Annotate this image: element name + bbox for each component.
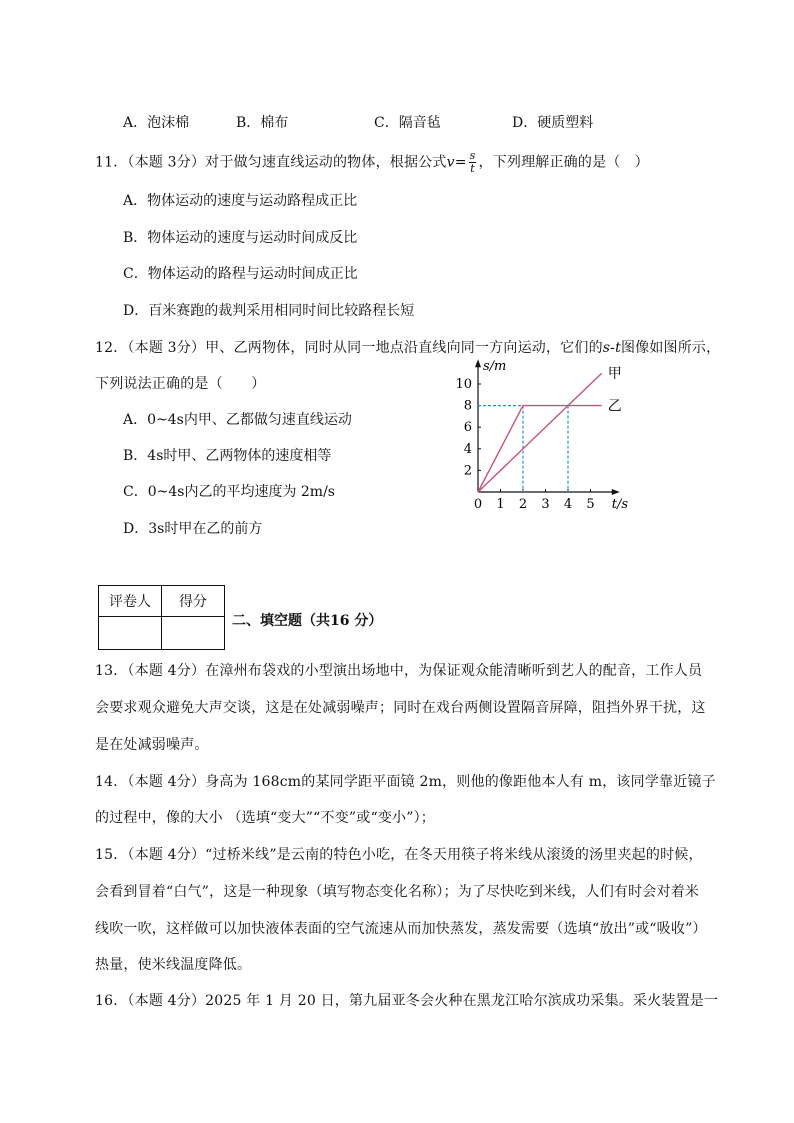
q10-option-c: C．隔音毡 (374, 115, 441, 131)
y-axis-label: s/m (483, 359, 507, 375)
y-tick-label: 10 (455, 377, 472, 392)
q11-formula-denominator: t (470, 162, 475, 175)
q10-option-d: D．硬质塑料 (512, 115, 594, 131)
q15-line-3: 线吹一吹，这样做可以加快液体表面的空气流速从而加快蒸发，蒸发需要（选填“放出”或“吸收”） (95, 921, 707, 937)
q12-option-c: C．0~4s内乙的平均速度为 2m/s (123, 484, 335, 500)
q13-line-1: 13．（本题 4分）在漳州布袋戏的小型演出场地中，为保证观众能清晰听到艺人的配音，工作人员 (95, 663, 703, 679)
q11-option-c: C．物体运动的路程与运动时间成正比 (123, 266, 358, 282)
q12-option-d: D．3s时甲在乙的前方 (123, 521, 263, 537)
series-label-乙: 乙 (607, 398, 622, 415)
q11-option-a: A．物体运动的速度与运动路程成正比 (123, 193, 358, 209)
x-axis-arrow (612, 489, 620, 495)
q10-option-b: B．棉布 (236, 115, 289, 131)
section-title: 二、填空题（共16 分） (232, 613, 383, 629)
score-table (98, 585, 225, 650)
score-table-score-cell (162, 617, 225, 650)
q13-line-2: 会要求观众避免大声交谈，这是在处减弱噪声；同时在戏台两侧设置隔音屏障，阻挡外界干扰，这 (95, 700, 706, 716)
y-tick-label: 2 (463, 463, 472, 479)
q11-option-d: D．百米赛跑的裁判采用相同时间比较路程长短 (123, 303, 415, 319)
q14-line-1: 14．（本题 4分）身高为 168cm的某同学距平面镜 2m，则他的像距他本人有 m，该同学靠近镜子 (95, 774, 716, 790)
series-line-乙 (478, 406, 602, 492)
q12-option-b: B．4s时甲、乙两物体的速度相等 (123, 448, 332, 464)
q12-stem-st: s-t (602, 340, 621, 356)
q12-stem-end: 图像如图所示， (620, 340, 721, 356)
x-tick-label: 4 (563, 497, 573, 512)
q16-line-1: 16．（本题 4分）2025 年 1 月 20 日，第九届亚冬会火种在黑龙江哈尔滨成功采集。采火装置是一 (95, 993, 719, 1009)
q12-option-a: A．0~4s内甲、乙都做匀速直线运动 (123, 412, 352, 428)
q15-line-1: 15．（本题 4分）“过桥米线”是云南的特色小吃，在冬天用筷子将米线从滚烫的汤里夹起的时候， (95, 847, 703, 863)
x-axis-label: t/s (611, 497, 629, 512)
q12-stem-line2: 下列说法正确的是（ ） (95, 376, 266, 392)
q14-line-2: 的过程中，像的大小 （选填“变大”“不变”或“变小”）； (95, 810, 435, 826)
y-tick-label: 8 (463, 398, 472, 414)
q11-formula-numerator: s (469, 149, 476, 162)
x-tick-label: 3 (541, 497, 550, 512)
series-line-甲 (478, 373, 602, 492)
q11-stem-before: 11．（本题 3分）对于做匀速直线运动的物体，根据公式 (95, 154, 447, 171)
q11-stem (95, 150, 649, 175)
q13-line-3: 是在处减弱噪声。 (95, 737, 209, 753)
q10-option-a: A．泡沫棉 (123, 115, 190, 131)
x-tick-label: 2 (518, 497, 528, 512)
x-tick-label: 0 (473, 497, 483, 512)
y-tick-label: 4 (463, 441, 472, 457)
q11-option-b: B．物体运动的速度与运动时间成反比 (123, 230, 358, 246)
y-tick-label: 6 (463, 420, 472, 436)
q11-formula-fraction (469, 150, 477, 175)
q15-line-2: 会看到冒着“白气”，这是一种现象（填写物态变化名称）；为了尽快吃到米线，人们有时会对着米 (95, 884, 700, 900)
q11-formula-v: v (446, 154, 455, 171)
x-tick-label: 1 (496, 497, 505, 512)
y-axis-arrow (475, 359, 481, 367)
score-table-score-header: 得分 (162, 586, 225, 617)
q12-stem-line1 (95, 337, 720, 357)
series-label-甲: 甲 (607, 366, 622, 383)
q15-line-4: 热量，使米线温度降低。 (95, 957, 252, 973)
st-graph (450, 355, 640, 515)
score-table-grader-header: 评卷人 (99, 586, 162, 617)
q11-formula-eq: = (454, 154, 467, 171)
score-table-grader-cell (99, 617, 162, 650)
q12-stem-text: 12．（本题 3分）甲、乙两物体，同时从同一地点沿直线向同一方向运动，它们的 (95, 340, 603, 356)
q11-stem-after: ，下列理解正确的是（ ） (478, 154, 649, 171)
x-tick-label: 5 (586, 497, 595, 512)
